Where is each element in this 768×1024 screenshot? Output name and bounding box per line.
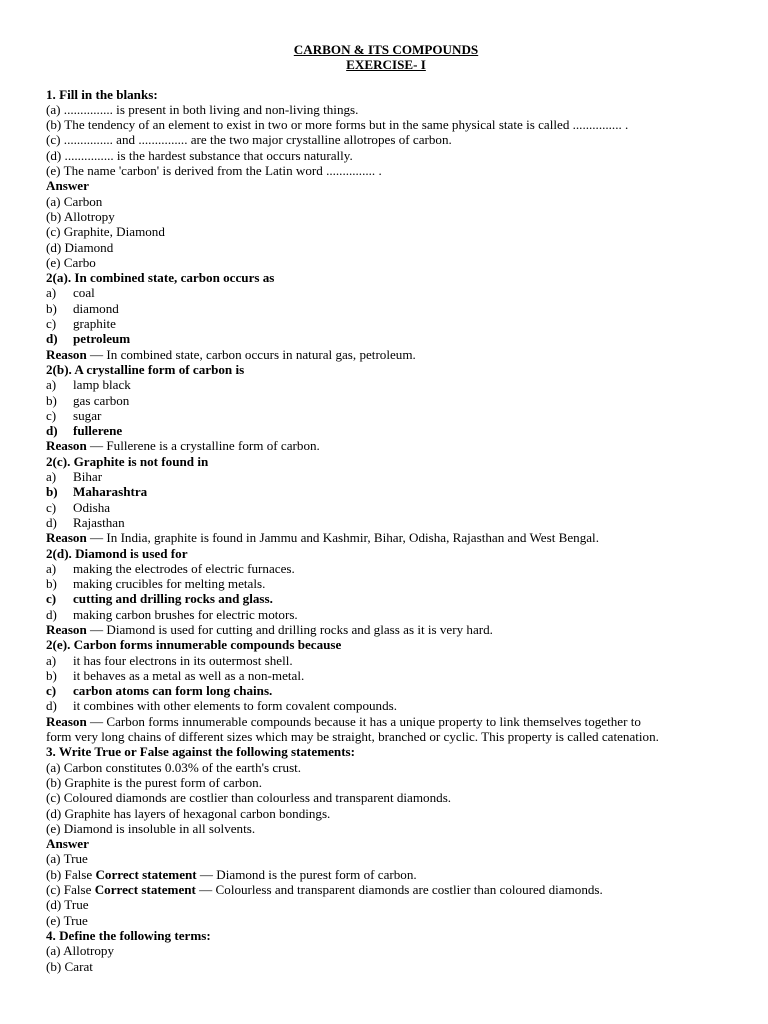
option-text: graphite (73, 316, 116, 332)
q2b-heading: 2(b). A crystalline form of carbon is (46, 361, 245, 377)
option-key: b) (46, 392, 57, 408)
option-text: making crucibles for melting metals. (73, 576, 266, 592)
reason-text: — In India, graphite is found in Jammu and Kashmir, Bihar, Odisha, Rajasthan and West Bengal. (86, 530, 599, 546)
option-key: b) (46, 484, 58, 500)
q3-item: (e) Diamond is insoluble in all solvents. (46, 820, 256, 836)
q1-item: (b) The tendency of an element to exist in two or more forms but in the same physical state is called ............... . (46, 117, 629, 133)
q2d-heading: 2(d). Diamond is used for (46, 545, 188, 561)
reason-label: Reason (46, 621, 87, 637)
option-key: a) (46, 377, 57, 393)
q4-item: (a) Allotropy (46, 943, 115, 959)
q3-answer (46, 867, 726, 882)
option-key: a) (46, 652, 57, 668)
q1-item: (c) ............... and ............... are the two major crystalline allotropes of carbon. (46, 132, 452, 148)
correct-option (46, 331, 726, 346)
answer-prefix: (b) False (46, 866, 96, 882)
reason-text: — In combined state, carbon occurs in natural gas, petroleum. (86, 346, 416, 362)
option-text: it has four electrons in its outermost shell. (73, 652, 293, 668)
option-text: coal (73, 285, 95, 301)
reason-text: — Carbon forms innumerable compounds because it has a unique property to link themselves together to (86, 713, 641, 729)
option-key: b) (46, 300, 57, 316)
correct-statement-label: Correct statement (95, 866, 197, 882)
reason-continuation: form very long chains of different sizes which may be straight, branched or cyclic. This property is called catenation. (46, 729, 659, 745)
q2a-heading: 2(a). In combined state, carbon occurs as (46, 270, 275, 286)
option-text: making the electrodes of electric furnaces. (73, 560, 295, 576)
option (46, 500, 726, 515)
option-key: a) (46, 560, 57, 576)
q1-item: (a) ............... is present in both living and non-living things. (46, 101, 359, 117)
option-key: b) (46, 667, 57, 683)
answer-text: — Diamond is the purest form of carbon. (196, 866, 417, 882)
q3-answer: (d) True (46, 897, 89, 913)
option (46, 561, 726, 576)
q1-answer: (c) Graphite, Diamond (46, 224, 165, 240)
correct-option (46, 683, 726, 698)
correct-statement-label: Correct statement (94, 882, 196, 898)
option-key: c) (46, 591, 57, 607)
reason-label: Reason (46, 346, 87, 362)
q2e-heading: 2(e). Carbon forms innumerable compounds because (46, 637, 342, 653)
q4-item: (b) Carat (46, 958, 93, 974)
option-text: Bihar (73, 469, 103, 485)
option-text: Maharashtra (73, 484, 148, 500)
option-text: it combines with other elements to form covalent compounds. (73, 698, 397, 714)
option (46, 301, 726, 316)
option-key: d) (46, 514, 57, 530)
reason-label: Reason (46, 530, 87, 546)
option (46, 698, 726, 713)
option (46, 576, 726, 591)
reason (46, 347, 726, 362)
option (46, 393, 726, 408)
option-key: c) (46, 316, 57, 332)
option (46, 668, 726, 683)
option-key: a) (46, 285, 57, 301)
document-page (46, 42, 726, 974)
q1-item: (e) The name 'carbon' is derived from the Latin word ............... . (46, 163, 382, 179)
option (46, 607, 726, 622)
q1-answer: (a) Carbon (46, 193, 103, 209)
correct-option (46, 591, 726, 606)
option-key: b) (46, 576, 57, 592)
q3-answer (46, 882, 726, 897)
option-key: c) (46, 683, 57, 699)
option-text: Rajasthan (73, 514, 125, 530)
option (46, 469, 726, 484)
reason-label: Reason (46, 713, 87, 729)
option-text: petroleum (73, 331, 131, 347)
correct-option (46, 484, 726, 499)
reason-label: Reason (46, 438, 87, 454)
q1-answer-label: Answer (46, 178, 89, 194)
option-text: lamp black (73, 377, 131, 393)
option-key: d) (46, 331, 58, 347)
option-text: making carbon brushes for electric motors. (73, 606, 298, 622)
option-key: d) (46, 423, 58, 439)
answer-prefix: (c) False (46, 882, 95, 898)
option-text: fullerene (73, 423, 123, 439)
option-key: a) (46, 469, 57, 485)
q3-answer-label: Answer (46, 836, 89, 852)
option (46, 653, 726, 668)
q1-answer: (e) Carbo (46, 254, 96, 270)
document-title: CARBON & ITS COMPOUNDS (293, 42, 479, 57)
option (46, 408, 726, 423)
q2c-heading: 2(c). Graphite is not found in (46, 453, 209, 469)
reason (46, 438, 726, 453)
option-text: diamond (73, 300, 119, 316)
option-text: Odisha (73, 499, 111, 515)
option-text: sugar (73, 407, 102, 423)
q3-answer: (a) True (46, 851, 88, 867)
option-text: it behaves as a metal as well as a non-metal. (73, 667, 305, 683)
q1-answer: (d) Diamond (46, 239, 114, 255)
reason (46, 622, 726, 637)
reason (46, 530, 726, 545)
reason-text: — Diamond is used for cutting and drilling rocks and glass as it is very hard. (86, 621, 493, 637)
option-key: d) (46, 698, 57, 714)
answer-text: — Colourless and transparent diamonds are costlier than coloured diamonds. (195, 882, 603, 898)
option-text: gas carbon (73, 392, 130, 408)
q4-heading: 4. Define the following terms: (46, 927, 211, 943)
option-key: c) (46, 407, 57, 423)
q3-item: (b) Graphite is the purest form of carbon. (46, 774, 262, 790)
option (46, 377, 726, 392)
document-subtitle: EXERCISE- I (346, 57, 426, 73)
option-text: carbon atoms can form long chains. (73, 683, 273, 699)
reason (46, 714, 726, 729)
q3-heading: 3. Write True or False against the following statements: (46, 744, 356, 760)
q1-answer: (b) Allotropy (46, 208, 115, 224)
q1-heading: 1. Fill in the blanks: (46, 86, 158, 102)
q1-item: (d) ............... is the hardest substance that occurs naturally. (46, 147, 353, 163)
option-text: cutting and drilling rocks and glass. (73, 591, 273, 607)
reason-text: — Fullerene is a crystalline form of carbon. (86, 438, 320, 454)
option (46, 285, 726, 300)
q3-item: (d) Graphite has layers of hexagonal carbon bondings. (46, 805, 331, 821)
option (46, 316, 726, 331)
q3-answer: (e) True (46, 912, 88, 928)
q3-item: (c) Coloured diamonds are costlier than colourless and transparent diamonds. (46, 790, 452, 806)
option (46, 515, 726, 530)
option-key: c) (46, 499, 57, 515)
correct-option (46, 423, 726, 438)
option-key: d) (46, 606, 57, 622)
q3-item: (a) Carbon constitutes 0.03% of the earth's crust. (46, 759, 302, 775)
